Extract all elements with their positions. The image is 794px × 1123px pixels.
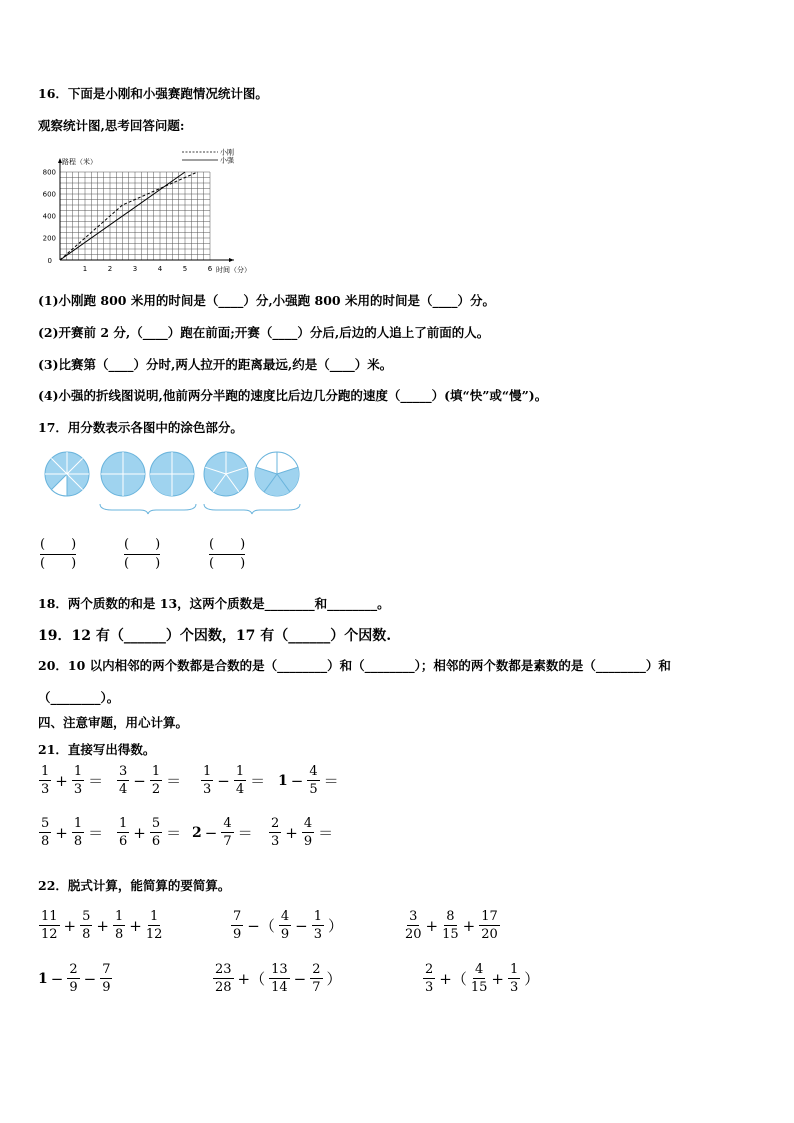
circle-fifths-full bbox=[204, 452, 248, 496]
q18: 18．两个质数的和是 13，这两个质数是________和________。 bbox=[38, 596, 390, 611]
q16-part1: (1)小刚跑 800 米用的时间是（____）分,小强跑 800 米用的时间是（____）分。 bbox=[38, 293, 495, 308]
section-four-heading: 四、注意审题，用心计算。 bbox=[38, 715, 189, 730]
y-tick-label: 800 bbox=[42, 168, 56, 177]
q21-expr-7: 2 − $\frac{4}{7}$ ＝ bbox=[192, 816, 253, 849]
y-tick-label: 200 bbox=[42, 234, 56, 243]
x-tick-label: 4 bbox=[157, 265, 163, 273]
circle-fifths-partial bbox=[255, 452, 299, 496]
q22-expr-4: 1 − $\frac{2}{9}$ − $\frac{7}{9}$ bbox=[38, 962, 111, 995]
brace-quarters bbox=[100, 504, 196, 514]
q17-title: 17．用分数表示各图中的涂色部分。 bbox=[38, 420, 243, 435]
q20-line2: （________）。 bbox=[38, 690, 120, 705]
x-tick-label: 3 bbox=[132, 265, 138, 273]
q22-expr-2: $\frac{7}{9}$ −（ $\frac{4}{9}$ − $\frac{1}{3}$ ） bbox=[233, 909, 344, 942]
q16-title: 16．下面是小刚和小强赛跑情况统计图。 bbox=[38, 86, 268, 101]
x-tick-label: 1 bbox=[82, 265, 88, 273]
circle-eighths bbox=[45, 452, 89, 496]
answer-frac-1[interactable]: ( ) ( ) bbox=[40, 537, 77, 572]
x-axis-label: 时间（分） bbox=[216, 266, 251, 274]
legend-label-1: 小强 bbox=[220, 156, 234, 165]
y-axis-label: 路程（米） bbox=[62, 158, 97, 166]
q22-expr-6: $\frac{2}{3}$ +（ $\frac{4}{15}$ + $\frac{1}{3}$ ） bbox=[425, 962, 540, 995]
answer-frac-2[interactable]: ( ) ( ) bbox=[124, 537, 161, 572]
q16-part4: (4)小强的折线图说明,他前两分半跑的速度比后边几分跑的速度（_____）(填“快”或“慢”)。 bbox=[38, 388, 548, 403]
q21-expr-4: 1 − $\frac{4}{5}$ ＝ bbox=[278, 764, 339, 797]
q21-expr-6: $\frac{1}{6}$ + $\frac{5}{6}$ ＝ bbox=[119, 816, 182, 849]
brace-fifths bbox=[204, 504, 300, 514]
q16-part2: (2)开赛前 2 分,（____）跑在前面;开赛（____）分后,后边的人追上了前面的人。 bbox=[38, 325, 490, 340]
q16-intro: 观察统计图,思考回答问题: bbox=[38, 118, 185, 133]
q22-expr-3: $\frac{3}{20}$ + $\frac{8}{15}$ + $\frac{17}{20}$ bbox=[405, 909, 498, 942]
x-tick-label: 6 bbox=[207, 265, 213, 273]
q22-expr-5: $\frac{23}{28}$ +（ $\frac{13}{14}$ − $\frac{2}{7}$ ） bbox=[215, 962, 342, 995]
q21-expr-5: $\frac{5}{8}$ + $\frac{1}{8}$ ＝ bbox=[41, 816, 104, 849]
origin-label: 0 bbox=[47, 257, 52, 265]
x-axis-arrow bbox=[229, 258, 234, 262]
q21-expr-1: $\frac{1}{3}$ + $\frac{1}{3}$ ＝ bbox=[41, 764, 104, 797]
y-tick-label: 400 bbox=[42, 212, 56, 221]
circle-quarters-full bbox=[101, 452, 145, 496]
x-tick-label: 2 bbox=[107, 265, 113, 273]
q22-expr-1: $\frac{11}{12}$ + $\frac{5}{8}$ + $\frac{1}{8}$ + $\frac{1}{12}$ bbox=[41, 909, 163, 942]
race-line-chart bbox=[36, 146, 276, 276]
q21-expr-8: $\frac{2}{3}$ + $\frac{4}{9}$ ＝ bbox=[271, 816, 334, 849]
answer-frac-3[interactable]: ( ) ( ) bbox=[209, 537, 246, 572]
q21-expr-2: $\frac{3}{4}$ − $\frac{1}{2}$ ＝ bbox=[119, 764, 182, 797]
legend-label-0: 小刚 bbox=[220, 148, 234, 157]
q20-line1: 20．10 以内相邻的两个数都是合数的是（________）和（________）；相邻的两个数都是素数的是（________）和 bbox=[38, 658, 671, 673]
fraction-circles bbox=[40, 448, 305, 518]
x-tick-label: 5 bbox=[182, 265, 188, 273]
q16-part3: (3)比赛第（____）分时,两人拉开的距离最远,约是（____）米。 bbox=[38, 357, 393, 372]
q19: 19．12 有（______）个因数，17 有（______）个因数. bbox=[38, 628, 392, 644]
y-tick-label: 600 bbox=[42, 190, 56, 199]
q22-title: 22．脱式计算，能简算的要简算。 bbox=[38, 878, 231, 893]
q21-title: 21．直接写出得数。 bbox=[38, 742, 156, 757]
q21-expr-3: $\frac{1}{3}$ − $\frac{1}{4}$ ＝ bbox=[203, 764, 266, 797]
circle-quarters-partial bbox=[150, 452, 194, 496]
